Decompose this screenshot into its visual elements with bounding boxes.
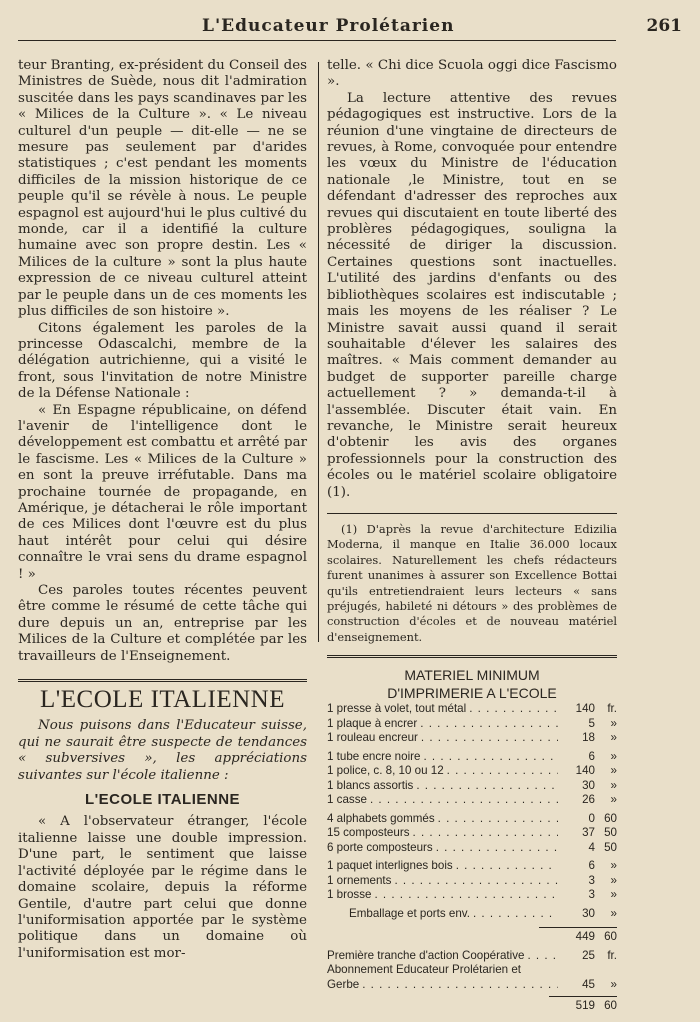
- leader-dots: [421, 731, 558, 746]
- leader-dots: [362, 978, 558, 993]
- total-row: [327, 997, 617, 1014]
- item-value: 6: [588, 859, 595, 873]
- item-value: 30: [582, 778, 595, 792]
- item-value: 6: [588, 749, 595, 763]
- paragraph: « A l'observateur étranger, l'école italienne laisse une double impression. D'une part, le sentiment que laisse l'activité déployée par le régime dans le domaine scolaire, depuis la réforme Gentile, d'autre part celui que donne l'uniformisation apportée par le système politique dans un domaine où l'uniformisation est mor-: [18, 814, 307, 961]
- equipment-row: [327, 812, 617, 827]
- item-value: 18: [582, 731, 595, 745]
- journal-title: L'Educateur Prolétarien: [202, 16, 455, 36]
- item-unit: »: [610, 888, 617, 902]
- paragraph: Citons également les paroles de la princesse Odascalchi, membre de la délégation autrichienne, qui a visité le front, sous l'invitation de notre Ministre de la Défense Nationale :: [18, 320, 307, 402]
- item-label: 1 plaque à encrer: [327, 716, 418, 730]
- leader-dots: [423, 750, 558, 765]
- item-label: 15 composteurs: [327, 826, 410, 840]
- item-unit: »: [610, 749, 617, 763]
- item-label: 1 brosse: [327, 888, 372, 902]
- item-value: 25: [582, 948, 595, 962]
- item-unit: »: [610, 859, 617, 873]
- item-unit: »: [610, 731, 617, 745]
- item-label: 1 police, c. 8, 10 ou 12: [327, 764, 444, 778]
- item-unit: »: [610, 778, 617, 792]
- item-label: Abonnement Educateur Prolétarien et: [327, 963, 521, 977]
- leader-dots: [374, 888, 558, 903]
- item-value: 26: [582, 793, 595, 807]
- item-value: 37: [582, 826, 595, 840]
- item-unit: 50: [604, 840, 617, 854]
- item-value: 3: [588, 873, 595, 887]
- page-header: [18, 12, 682, 41]
- item-label: 1 rouleau encreur: [327, 731, 418, 745]
- equipment-title-2: D'IMPRIMERIE A L'ECOLE: [387, 685, 557, 702]
- equipment-row: [327, 779, 617, 794]
- leader-dots: [456, 859, 558, 874]
- item-label: 1 presse à volet, tout métal: [327, 702, 467, 716]
- subsection-title: L'ECOLE ITALIENNE: [84, 791, 241, 809]
- item-unit: »: [610, 873, 617, 887]
- leader-dots: [473, 907, 558, 922]
- item-label: 4 alphabets gommés: [327, 811, 435, 825]
- paragraph: teur Branting, ex-président du Conseil des Ministres de Suède, nous dit l'admiration suscitée dans les pays scandinaves par les « Milices de la Culture ». « Le niveau culturel d'un peuple — dit-elle — ne se mesure pas seulement par d'arides statistiques ; c'est pendant les moments difficiles de la mission historique de ce peuple qu'il se révèle à nous. Le peuple espagnol est aujourd'hui le plus cultivé du monde, car il a identifié la culture humaine avec son propre destin. Les « Milices de la culture » sont la plus haute expression de ce niveau culturel atteint par le peuple dans un de ces moments les plus difficiles de son histoire ».: [18, 58, 307, 320]
- item-unit: »: [610, 764, 617, 778]
- item-value: 3: [588, 888, 595, 902]
- item-unit: 60: [604, 811, 617, 825]
- item-label: Première tranche d'action Coopérative: [327, 948, 525, 962]
- leader-dots: [436, 841, 558, 856]
- footnote: (1) D'après la revue d'architecture Edizilia Moderna, il manque en Italie 36.000 locaux scolaires. Naturellement les chefs rédacteurs furent unanimes à assurer son Excellence Bottai qu'ils entretiendraient leurs lecteurs « sans préjugés, habileté ni détours » des problèmes de construction d'écoles et de nouveau matériel d'enseignement.: [327, 513, 617, 645]
- subtotal-unit: 60: [604, 930, 617, 944]
- leader-dots: [447, 764, 558, 779]
- equipment-row: [327, 841, 617, 856]
- item-label: 6 porte composteurs: [327, 840, 433, 854]
- equipment-list: [327, 655, 617, 1014]
- leader-dots: [394, 874, 558, 889]
- item-value: 45: [582, 977, 595, 991]
- leader-dots: [527, 949, 558, 964]
- item-value: 5: [588, 716, 595, 730]
- equipment-row: [327, 826, 617, 841]
- cooperative-row: [327, 949, 617, 964]
- item-unit: fr.: [607, 948, 617, 962]
- abonnement-row: [327, 978, 617, 993]
- paragraph: « En Espagne républicaine, on défend l'avenir de l'intelligence dont le développement est combattu et arrêté par le fascisme. Les « Milices de la Culture » en sont la preuve irréfutable. Dans ma prochaine tournée de propagande, en Amérique, je détacherai le rôle important de ces Milices dont l'œuvre est du plus haut intérêt pour celui qui désire connaître le vrai sens du drame espagnol ! »: [18, 402, 307, 582]
- equipment-row: [327, 859, 617, 874]
- section-header: [18, 679, 307, 962]
- equipment-row: [327, 793, 617, 808]
- item-label: 1 ornements: [327, 873, 392, 887]
- item-unit: »: [610, 906, 617, 920]
- item-value: 140: [575, 764, 595, 778]
- item-label: 1 blancs assortis: [327, 778, 414, 792]
- leader-dots: [416, 779, 558, 794]
- equipment-row: [327, 764, 617, 779]
- item-value: 0: [588, 811, 595, 825]
- leader-dots: [420, 717, 558, 732]
- item-label: Gerbe: [327, 977, 360, 991]
- item-unit: »: [610, 977, 617, 991]
- item-value: 4: [588, 840, 595, 854]
- leader-dots: [438, 812, 558, 827]
- equipment-row: [327, 717, 617, 732]
- left-column: [18, 58, 307, 962]
- equipment-row: [327, 874, 617, 889]
- page-number: 261: [646, 16, 682, 36]
- leader-dots: [469, 702, 558, 717]
- item-value: 30: [582, 906, 595, 920]
- total-unit: 60: [604, 999, 617, 1013]
- total-value: 519: [575, 999, 595, 1013]
- equipment-row: [327, 702, 617, 717]
- section-title: L'ECOLE ITALIENNE: [40, 686, 285, 714]
- subtotal-row: [327, 928, 617, 945]
- item-label: 1 casse: [327, 793, 367, 807]
- section-intro: Nous puisons dans l'Educateur suisse, qui ne saurait être suspecte de tendances « subversives », les appréciations suivantes sur l'école italienne :: [18, 718, 307, 783]
- item-unit: »: [610, 716, 617, 730]
- column-divider: [318, 62, 319, 642]
- item-label: Emballage et ports env.: [349, 906, 470, 920]
- item-label: 1 paquet interlignes bois: [327, 859, 453, 873]
- equipment-row: [327, 888, 617, 903]
- paragraph: La lecture attentive des revues pédagogiques est instructive. Lors de la réunion d'une vingtaine de directeurs de revues, à Rome, convoquée pour entendre les vœux du Ministre de l'éducation nationale ,le Ministre, tout en se défendant d'adresser des reproches aux revues qui discutaient en toute liberté des problères pédagogiques, souligna la nécessité de diriger la discussion. Certaines questions sont inactuelles. L'utilité des jardins d'enfants ou des bibliothèques scolaires est indiscutable ; mais les moyens de les réaliser ? Le Ministre savait aussi quand il serait souhaitable d'élever les salaires des maîtres. « Mais comment demander au budget de supporter pareille charge actuellement ? » demanda-t-il à l'assemblée. Discuter était vain. En revanche, le Ministre serait heureux d'obtenir les avis des organes professionnels pour la construction des écoles ou le matériel scolaire obligatoire (1).: [327, 90, 617, 500]
- item-value: 140: [575, 702, 595, 716]
- equipment-row: [327, 731, 617, 746]
- item-unit: 50: [604, 826, 617, 840]
- item-label: 1 tube encre noire: [327, 749, 421, 763]
- item-unit: »: [610, 793, 617, 807]
- item-unit: fr.: [607, 702, 617, 716]
- emballage-row: [327, 907, 617, 922]
- abonnement-line: [327, 963, 617, 978]
- leader-dots: [413, 826, 559, 841]
- leader-dots: [370, 793, 558, 808]
- paragraph: Ces paroles toutes récentes peuvent être comme le résumé de cette tâche qui dure depuis un an, entreprise par les Milices de la Culture et complétée par les travailleurs de l'Enseignement.: [18, 583, 307, 664]
- subtotal-value: 449: [575, 930, 595, 944]
- equipment-row: [327, 750, 617, 765]
- equipment-title-1: MATERIEL MINIMUM: [404, 667, 540, 684]
- right-column: [327, 58, 617, 1014]
- paragraph: telle. « Chi dice Scuola oggi dice Fascismo ».: [327, 58, 617, 90]
